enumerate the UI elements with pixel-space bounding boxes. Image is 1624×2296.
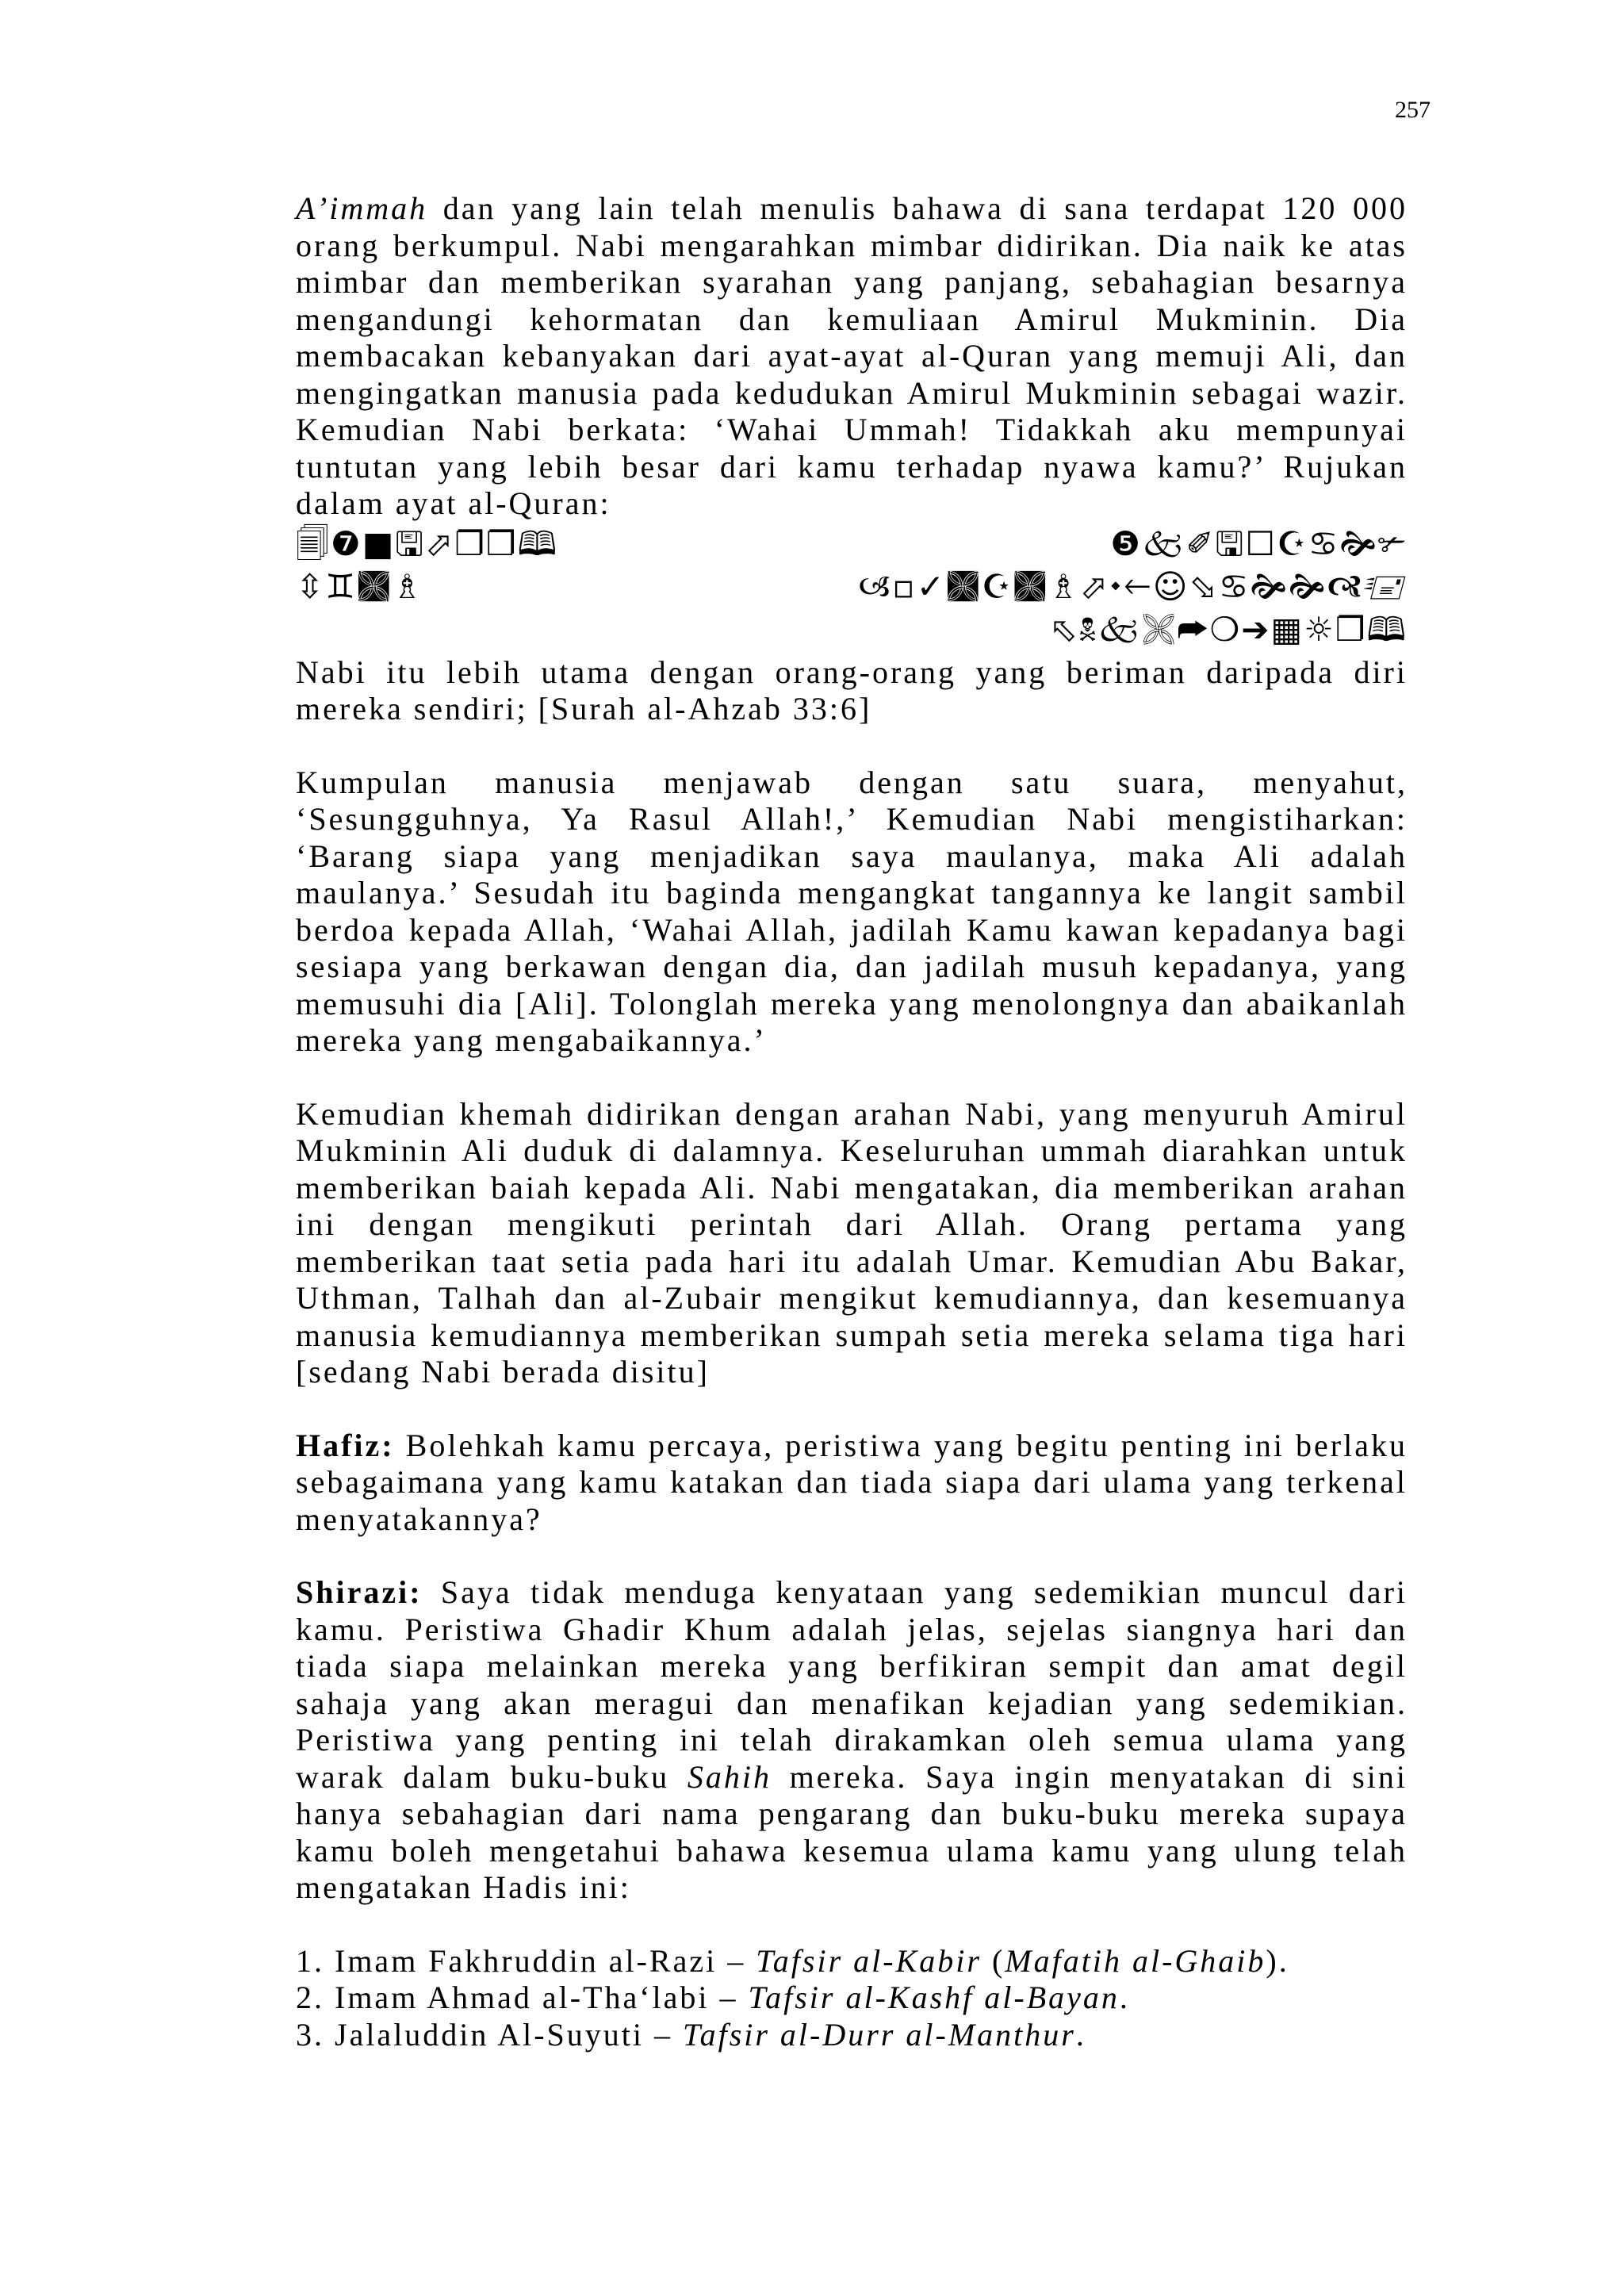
page-number: 257 — [1395, 97, 1431, 123]
dialogue-shirazi — [296, 1574, 1408, 1907]
paragraph-kumpulan: Kumpulan manusia menjawab dengan satu suara, menyahut, ‘Sesungguhnya, Ya Rasul Allah!,’ Kemudian Nabi mengistiharkan: ‘Barang siapa yang menjadikan saya maulanya, maka Ali adalah maulanya.’ Sesudah itu baginda mengangkat tangannya ke langit sambil berdoa kepada Allah, ‘Wahai Allah, jadilah Kamu kawan kepadanya bagi sesiapa yang berkawan dengan dia, dan jadilah musuh kepadanya, yang memusuhi dia [Ali]. Tolonglah mereka yang menolongnya dan abaikanlah mereka yang mengabaikannya.’ — [296, 764, 1408, 1058]
dialogue-text: Bolehkah kamu percaya, peristiwa yang begitu penting ini berlaku sebagaimana yang kamu katakan dan tiada siapa dari ulama yang terkenal menyatakannya? — [296, 1427, 1408, 1537]
reference-alt-title: Mafatih al-Ghaib — [1005, 1942, 1266, 1979]
glyph-line-3 — [296, 608, 1408, 651]
reference-list — [296, 1943, 1408, 2054]
verse-translation: Nabi itu lebih utama dengan orang-orang yang beriman daripada diri mereka sendiri; [Surah al-Ahzab 33:6] — [296, 654, 1408, 726]
italic-term: Sahih — [687, 1758, 772, 1795]
reference-punct: . — [1075, 2016, 1086, 2053]
reference-item — [296, 2017, 1408, 2054]
quran-verse-glyphs — [296, 523, 1408, 651]
glyph-line-1 — [296, 523, 1408, 565]
glyph-text: 🗐❼■🖫⬀❐❐🕮 — [296, 523, 559, 563]
reference-item — [296, 1980, 1408, 2017]
reference-item — [296, 1943, 1408, 1980]
reference-title: Tafsir al-Kashf al-Bayan — [748, 1980, 1120, 2015]
reference-title: Tafsir al-Kabir — [756, 1942, 982, 1979]
reference-punct: ( — [981, 1942, 1005, 1979]
speaker-name: Hafiz: — [296, 1427, 395, 1463]
reference-author: 2. Imam Ahmad al-Tha‘labi – — [296, 1980, 749, 2015]
reference-author: 3. Jalaluddin Al-Suyuti – — [296, 2016, 683, 2053]
glyph-text: 🙢▫✓🙩☪🙩♗⬀⬩🡐☺⬂♋🙞🙞🙧🖅 — [858, 566, 1408, 606]
dialogue-text: Saya tidak menduga kenyataan yang sedemikian muncul dari kamu. Peristiwa Ghadir Khum adalah jelas, sejelas siangnya hari dan tiada siapa melainkan mereka yang berfikiran sempit dan amat degil sahaja yang akan meragui dan menafikan kejadian yang sedemikian. Peristiwa yang penting ini telah dirakamkan oleh semua ulama yang warak dalam buku-buku — [296, 1574, 1408, 1795]
paragraph-aimmah — [296, 190, 1408, 523]
reference-punct: . — [1119, 1980, 1130, 2015]
speaker-name: Shirazi: — [296, 1574, 423, 1610]
glyph-text: ⇳♊🙩♗ — [296, 566, 424, 606]
reference-author: 1. Imam Fakhruddin al-Razi – — [296, 1942, 756, 1979]
dialogue-hafiz — [296, 1428, 1408, 1539]
glyph-line-2 — [296, 565, 1408, 608]
page-body — [296, 190, 1408, 2053]
italic-term: A’immah — [296, 190, 428, 226]
reference-title: Tafsir al-Durr al-Manthur — [683, 2016, 1076, 2053]
glyph-text: ⬁🕱🙵🙨⮫❍➔▦☼❐🕮 — [1049, 609, 1408, 649]
reference-punct: ). — [1266, 1942, 1289, 1979]
glyph-text: ❺🙵✐🖫☐☪♋🙞✃ — [1110, 523, 1408, 563]
paragraph-text: dan yang lain telah menulis bahawa di sana terdapat 120 000 orang berkumpul. Nabi mengarahkan mimbar didirikan. Dia naik ke atas mimbar dan memberikan syarahan yang panjang, sebahagian besarnya mengandungi kehormatan dan kemuliaan Amirul Mukminin. Dia membacakan kebanyakan dari ayat-ayat al-Quran yang memuji Ali, dan mengingatkan manusia pada kedudukan Amirul Mukminin sebagai wazir. Kemudian Nabi berkata: ‘Wahai Ummah! Tidakkah aku mempunyai tuntutan yang lebih besar dari kamu terhadap nyawa kamu?’ Rujukan dalam ayat al-Quran: — [296, 190, 1408, 521]
dialogue-text: mereka. Saya ingin menyatakan di sini hanya sebahagian dari nama pengarang dan buku-buku mereka supaya kamu boleh mengetahui bahawa kesemua ulama kamu yang ulung telah mengatakan Hadis ini: — [296, 1758, 1408, 1905]
paragraph-khemah: Kemudian khemah didirikan dengan arahan Nabi, yang menyuruh Amirul Mukminin Ali duduk di dalamnya. Keseluruhan ummah diarahkan untuk memberikan baiah kepada Ali. Nabi mengatakan, dia memberikan arahan ini dengan mengikuti perintah dari Allah. Orang pertama yang memberikan taat setia pada hari itu adalah Umar. Kemudian Abu Bakar, Uthman, Talhah dan al-Zubair mengikut kemudiannya, dan kesemuanya manusia kemudiannya memberikan sumpah setia mereka selama tiga hari [sedang Nabi berada disitu] — [296, 1095, 1408, 1389]
